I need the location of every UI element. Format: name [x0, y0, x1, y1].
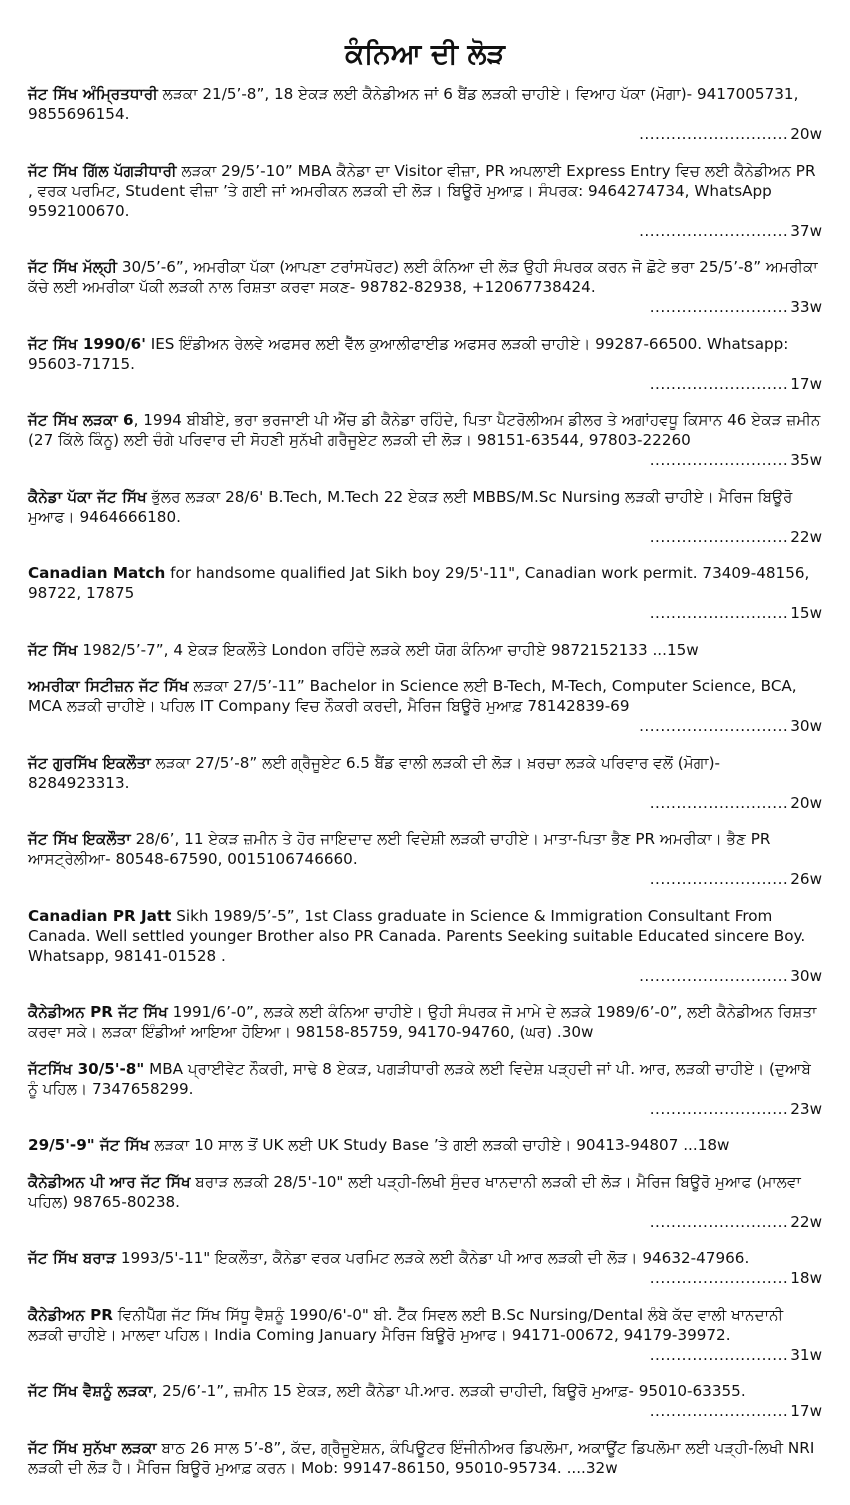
ad-leader-dots: .......................... [649, 1099, 789, 1118]
classified-ad [28, 640, 822, 660]
ad-text: Sikh 1989/5’-5”, 1st Class graduate in Science & Immigration Consultant From Canada. Well settled younger Brother also PR Canada. Parents Seeking suitable Educated sincere Boy. Whatsapp, 98141-01528 . [28, 906, 806, 965]
classified-ad [28, 906, 822, 986]
ad-lead: ਕੈਨੇਡਾ ਪੱਕਾ ਜੱਟ ਸਿੱਖ [28, 487, 147, 506]
ad-leader-dots: ... [683, 1136, 698, 1154]
ad-leader-dots: .......................... [649, 1345, 789, 1364]
ad-code: 37w [790, 221, 822, 240]
ad-code: 23w [790, 1099, 822, 1118]
ad-text: for handsome qualified Jat Sikh boy 29/5'-11", Canadian work permit. 73409-48156, 98722, 17875 [28, 564, 810, 602]
ad-leader-dots: .......................... [649, 793, 789, 812]
ad-footer [28, 450, 822, 470]
ad-code: 20w [790, 793, 822, 812]
ad-lead: ਕੈਨੇਡੀਅਨ ਪੀ ਆਰ ਜੱਟ ਸਿੱਖ [28, 1172, 191, 1191]
ad-footer [28, 1212, 822, 1232]
ad-text: ਲੜਕਾ 27/5’-11” Bachelor in Science ਲਈ B-Tech, M-Tech, Computer Science, BCA, MCA ਲੜਕੀ ਚਾਹੀਏ। ਪਹਿਲ IT Company ਵਿਚ ਨੌਕਰੀ ਕਰਦੀ, ਮੈਰਿਜ ਬਿਊਰੋ ਮੁਆਫ਼ 78142839-69 [28, 677, 797, 715]
ad-lead: ਜੱਟ ਸਿੱਖ ਮੱਲ੍ਹੀ [28, 258, 118, 276]
ad-lead: Canadian PR Jatt [28, 906, 172, 925]
ad-leader-dots: .......................... [649, 1269, 789, 1287]
ad-leader-dots: .......................... [649, 374, 789, 393]
ad-leader-dots: .......................... [649, 451, 789, 469]
ad-text: 30/5’-6”, ਅਮਰੀਕਾ ਪੱਕਾ (ਆਪਣਾ ਟਰਾਂਸਪੋਰਟ) ਲਈ ਕੰਨਿਆ ਦੀ ਲੋੜ ਉਹੀ ਸੰਪਰਕ ਕਰਨ ਜੋ ਛੋਟੇ ਭਰਾ 25/5’-8” ਅਮਰੀਕਾ ਕੱਚੇ ਲਈ ਅਮਰੀਕਾ ਪੱਕੀ ਲੜਕੀ ਨਾਲ ਰਿਸ਼ਤਾ ਕਰਵਾ ਸਕਣ- 98782-82938, +12067738424. [28, 258, 818, 296]
ad-lead: ਕੈਨੇਡੀਅਨ PR [28, 1305, 113, 1324]
ad-leader-dots: ... [652, 640, 667, 659]
ad-lead: ਅਮਰੀਕਾ ਸਿਟੀਜ਼ਨ ਜੱਟ ਸਿੱਖ [28, 677, 189, 695]
ad-footer [28, 1268, 822, 1288]
ad-text: 1982/5’-7”, 4 ਏਕੜ ਇਕਲੌਤੇ London ਰਹਿੰਦੇ ਲੜਕੇ ਲਈ ਯੋਗ ਕੰਨਿਆ ਚਾਹੀਏ 9872152133 [77, 640, 648, 659]
ad-leader-dots: .......................... [649, 527, 789, 546]
ad-code: 22w [790, 1212, 822, 1231]
ad-lead: 29/5'-9" ਜੱਟ ਸਿੱਖ [28, 1136, 150, 1154]
ad-lead: ਜੱਟ ਸਿੱਖ ਲੜਕਾ 6 [28, 411, 134, 429]
classified-ad [28, 161, 822, 241]
classified-ad [28, 1172, 822, 1232]
ad-footer [28, 793, 822, 813]
ad-code: 22w [790, 527, 822, 546]
ad-footer [28, 374, 822, 394]
ad-leader-dots: ............................ [639, 221, 789, 240]
ad-text: MBA ਪ੍ਰਾਈਵੇਟ ਨੌਕਰੀ, ਸਾਢੇ 8 ਏਕੜ, ਪਗੜੀਧਾਰੀ ਲੜਕੇ ਲਈ ਵਿਦੇਸ਼ ਪੜ੍ਹਦੀ ਜਾਂ ਪੀ. ਆਰ, ਲੜਕੀ ਚਾਹੀਏ। (ਦੁਆਬੇ ਨੂੰ ਪਹਿਲ। 7347658299. [28, 1059, 812, 1098]
ad-text: ਲੜਕਾ 27/5’-8” ਲਈ ਗ੍ਰੈਜੂਏਟ 6.5 ਬੈਂਡ ਵਾਲੀ ਲੜਕੀ ਦੀ ਲੋੜ। ਖ਼ਰਚਾ ਲੜਕੇ ਪਰਿਵਾਰ ਵਲੋਂ (ਮੋਗਾ)- 8284923313. [28, 753, 721, 792]
classified-ad [28, 1305, 822, 1365]
ad-code: 17w [790, 1402, 822, 1420]
ad-text: ਭੁੱਲਰ ਲੜਕਾ 28/6' B.Tech, M.Tech 22 ਏਕੜ ਲਈ MBBS/M.Sc Nursing ਲੜਕੀ ਚਾਹੀਏ। ਮੈਰਿਜ ਬਿਊਰੋ ਮੁਆਫ। 9464666180. [28, 487, 793, 526]
ad-footer [28, 1099, 822, 1119]
ad-code: 30w [561, 1023, 594, 1041]
ad-footer [28, 1345, 822, 1365]
classified-ad [28, 257, 822, 317]
ad-code: 31w [790, 1345, 822, 1364]
ad-text: ਲੜਕਾ 21/5’-8”, 18 ਏਕੜ ਲਈ ਕੈਨੇਡੀਅਨ ਜਾਂ 6 ਬੈਂਡ ਲੜਕੀ ਚਾਹੀਏ। ਵਿਆਹ ਪੱਕਾ (ਮੋਗਾ)- 9417005731, 9855696154. [28, 85, 799, 123]
ad-leader-dots: .......................... [649, 298, 789, 316]
classified-ad [28, 1381, 822, 1421]
ad-text: 1991/6’-0”, ਲੜਕੇ ਲਈ ਕੰਨਿਆ ਚਾਹੀਏ। ਉਹੀ ਸੰਪਰਕ ਜੋ ਮਾਮੇ ਦੇ ਲੜਕੇ 1989/6’-0”, ਲਈ ਕੈਨੇਡੀਅਨ ਰਿਸ਼ਤਾ ਕਰਵਾ ਸਕੇ। ਲੜਕਾ ਇੰਡੀਆਂ ਆਇਆ ਹੋਇਆ। 98158-85759, 94170-94760, (ਘਰ) [28, 1003, 817, 1041]
classified-ad [28, 1248, 822, 1288]
ad-leader-dots: .......................... [649, 1402, 789, 1420]
ad-footer [28, 869, 822, 889]
ad-leader-dots: .......................... [649, 604, 789, 622]
ad-footer [28, 527, 822, 547]
ad-leader-dots: .... [566, 1458, 586, 1477]
ad-leader-dots: ............................ [639, 717, 789, 735]
ad-text: 28/6’, 11 ਏਕੜ ਜ਼ਮੀਨ ਤੇ ਹੋਰ ਜਾਇਦਾਦ ਲਈ ਵਿਦੇਸ਼ੀ ਲੜਕੀ ਚਾਹੀਏ। ਮਾਤਾ-ਪਿਤਾ ਭੈਣ PR ਅਮਰੀਕਾ। ਭੈਣ PR ਆਸਟ੍ਰੇਲੀਆ- 80548-67590, 0015106746660. [28, 830, 771, 868]
ad-leader-dots: .......................... [649, 1212, 789, 1231]
ad-code: 30w [790, 966, 822, 985]
ad-code: 17w [790, 374, 822, 393]
ad-leader-dots: .......................... [649, 870, 789, 888]
ad-text: ਬਾਠ 26 ਸਾਲ 5’-8”, ਕੱਦ, ਗ੍ਰੈਜੂਏਸ਼ਨ, ਕੰਪਿਊਟਰ ਇੰਜੀਨੀਅਰ ਡਿਪਲੋਮਾ, ਅਕਾਊਂਟ ਡਿਪਲੋਮਾ ਲਈ ਪੜ੍ਹੀ-ਲਿਖੀ NRI ਲੜਕੀ ਦੀ ਲੋੜ ਹੈ। ਮੈਰਿਜ ਬਿਊਰੋ ਮੁਆਫ਼ ਕਰਨ। Mob: 99147-86150, 95010-95734. [28, 1438, 815, 1477]
ad-text: , 1994 ਬੀਬੀਏ, ਭਰਾ ਭਰਜਾਈ ਪੀ ਐੱਚ ਡੀ ਕੈਨੇਡਾ ਰਹਿੰਦੇ, ਪਿਤਾ ਪੈਟਰੋਲੀਅਮ ਡੀਲਰ ਤੇ ਅਗਾਂਹਵਧੂ ਕਿਸਾਨ 46 ਏਕੜ ਜ਼ਮੀਨ (27 ਕਿੱਲੇ ਕਿੰਨੂ) ਲਈ ਚੰਗੇ ਪਰਿਵਾਰ ਦੀ ਸੋਹਣੀ ਸੁਨੱਖੀ ਗਰੈਜੂਏਟ ਲੜਕੀ ਦੀ ਲੋੜ। 98151-63544, 97803-22260 [28, 411, 821, 449]
ad-footer [28, 221, 822, 241]
ad-code: 26w [790, 870, 822, 888]
ad-lead: ਜੱਟ ਗੁਰਸਿੱਖ ਇਕਲੌਤਾ [28, 753, 151, 772]
ad-text: IES ਇੰਡੀਅਨ ਰੇਲਵੇ ਅਫਸਰ ਲਈ ਵੈੱਲ ਕੁਆਲੀਫਾਈਡ ਅਫਸਰ ਲੜਕੀ ਚਾਹੀਏ। 99287-66500. Whatsapp: 95603-71715. [28, 334, 789, 373]
ad-footer [28, 603, 822, 623]
classified-ad [28, 563, 822, 623]
classified-ad [28, 1002, 822, 1042]
ad-code: 33w [790, 298, 822, 316]
ad-lead: ਜੱਟ ਸਿੱਖ ਸੁਨੱਖਾ ਲੜਕਾ [28, 1438, 157, 1457]
ad-text: ਵਿਨੀਪੈੱਗ ਜੱਟ ਸਿੱਖ ਸਿੱਧੂ ਵੈਸ਼ਨੂੰ 1990/6'-0" ਬੀ. ਟੈੱਕ ਸਿਵਲ ਲਈ B.Sc Nursing/Dental ਲੰਬੇ ਕੱਦ ਵਾਲੀ ਖਾਨਦਾਨੀ ਲੜਕੀ ਚਾਹੀਏ। ਮਾਲਵਾ ਪਹਿਲ। India Coming January ਮੈਰਿਜ ਬਿਊਰੋ ਮੁਆਫ। 94171-00672, 94179-39972. [28, 1305, 784, 1344]
classified-ad [28, 1059, 822, 1119]
classified-ad [28, 410, 822, 470]
ad-lead: ਜੱਟ ਸਿੱਖ ਅੰਮ੍ਰਿਤਧਾਰੀ [28, 85, 158, 103]
ad-code: 18w [790, 1269, 822, 1287]
ad-footer [28, 966, 822, 986]
ad-code: 20w [790, 125, 822, 143]
ad-lead: ਜੱਟ ਸਿੱਖ ਵੈਸ਼ਨੂੰ ਲੜਕਾ [28, 1382, 153, 1400]
classified-ad [28, 676, 822, 736]
classified-ad [28, 1438, 822, 1478]
classified-ad [28, 334, 822, 394]
ad-lead: ਜੱਟ ਸਿੱਖ ਗਿੱਲ ਪੱਗੜੀਧਾਰੀ [28, 161, 177, 180]
classified-ad [28, 753, 822, 813]
ad-footer [28, 716, 822, 736]
page-title: ਕੰਨਿਆ ਦੀ ਲੋੜ [345, 37, 505, 70]
classified-ad [28, 829, 822, 889]
ad-code: 15w [666, 640, 699, 659]
ad-text: , 25/6’-1”, ਜ਼ਮੀਨ 15 ਏਕੜ, ਲਈ ਕੈਨੇਡਾ ਪੀ.ਆਰ. ਲੜਕੀ ਚਾਹੀਦੀ, ਬਿਊਰੋ ਮੁਆਫ਼- 95010-63355. [152, 1382, 746, 1400]
ad-leader-dots: ............................ [639, 125, 789, 143]
ad-text: 1993/5'-11" ਇਕਲੌਤਾ, ਕੈਨੇਡਾ ਵਰਕ ਪਰਮਿਟ ਲੜਕੇ ਲਈ ਕੈਨੇਡਾ ਪੀ ਆਰ ਲੜਕੀ ਦੀ ਲੋੜ। 94632-47966. [116, 1249, 750, 1267]
ad-code: 15w [790, 604, 822, 622]
ad-lead: Canadian Match [28, 564, 166, 582]
ad-leader-dots: ............................ [639, 966, 789, 985]
ad-footer [28, 1401, 822, 1421]
ad-footer [28, 297, 822, 317]
ad-lead: ਜੱਟ ਸਿੱਖ [28, 640, 78, 659]
ad-code: 35w [790, 451, 822, 469]
classified-ad [28, 1135, 822, 1155]
ad-text: ਬਰਾੜ ਲੜਕੀ 28/5'-10" ਲਈ ਪੜ੍ਹੀ-ਲਿਖੀ ਸੁੰਦਰ ਖਾਨਦਾਨੀ ਲੜਕੀ ਦੀ ਲੋੜ। ਮੈਰਿਜ ਬਿਊਰੋ ਮੁਆਫ (ਮਾਲਵਾ ਪਹਿਲ) 98765-80238. [28, 1172, 801, 1211]
ad-lead: ਜੱਟ ਸਿੱਖ ਇਕਲੌਤਾ [28, 830, 131, 848]
ad-text: ਲੜਕਾ 10 ਸਾਲ ਤੋਂ UK ਲਈ UK Study Base ’ਤੇ ਗਈ ਲੜਕੀ ਚਾਹੀਏ। 90413-94807 [149, 1136, 679, 1154]
classified-ad [28, 487, 822, 547]
classified-ad [28, 84, 822, 144]
ad-text: ਲੜਕਾ 29/5’-10” MBA ਕੈਨੇਡਾ ਦਾ Visitor ਵੀਜ਼ਾ, PR ਅਪਲਾਈ Express Entry ਵਿਚ ਲਈ ਕੈਨੇਡੀਅਨ PR , ਵਰਕ ਪਰਮਿਟ, Student ਵੀਜ਼ਾ ’ਤੇ ਗਈ ਜਾਂ ਅਮਰੀਕਨ ਲੜਕੀ ਦੀ ਲੋੜ। ਬਿਊਰੋ ਮੁਆਫ਼। ਸੰਪਰਕ: 9464274734, WhatsApp 9592100670. [28, 161, 816, 220]
ad-code: 30w [790, 717, 822, 735]
ad-code: 18w [697, 1136, 730, 1154]
ad-lead: ਜੱਟਸਿੱਖ 30/5'-8" [28, 1059, 145, 1078]
ad-leader-dots: . [556, 1023, 562, 1041]
ad-lead: ਜੱਟ ਸਿੱਖ ਬਰਾੜ [28, 1249, 117, 1267]
ads-list [28, 84, 822, 1478]
ad-footer [28, 124, 822, 144]
ad-lead: ਕੈਨੇਡੀਅਨ PR ਜੱਟ ਸਿੱਖ [28, 1003, 168, 1021]
ad-lead: ਜੱਟ ਸਿੱਖ 1990/6' [28, 334, 146, 353]
ad-code: 32w [585, 1458, 618, 1477]
